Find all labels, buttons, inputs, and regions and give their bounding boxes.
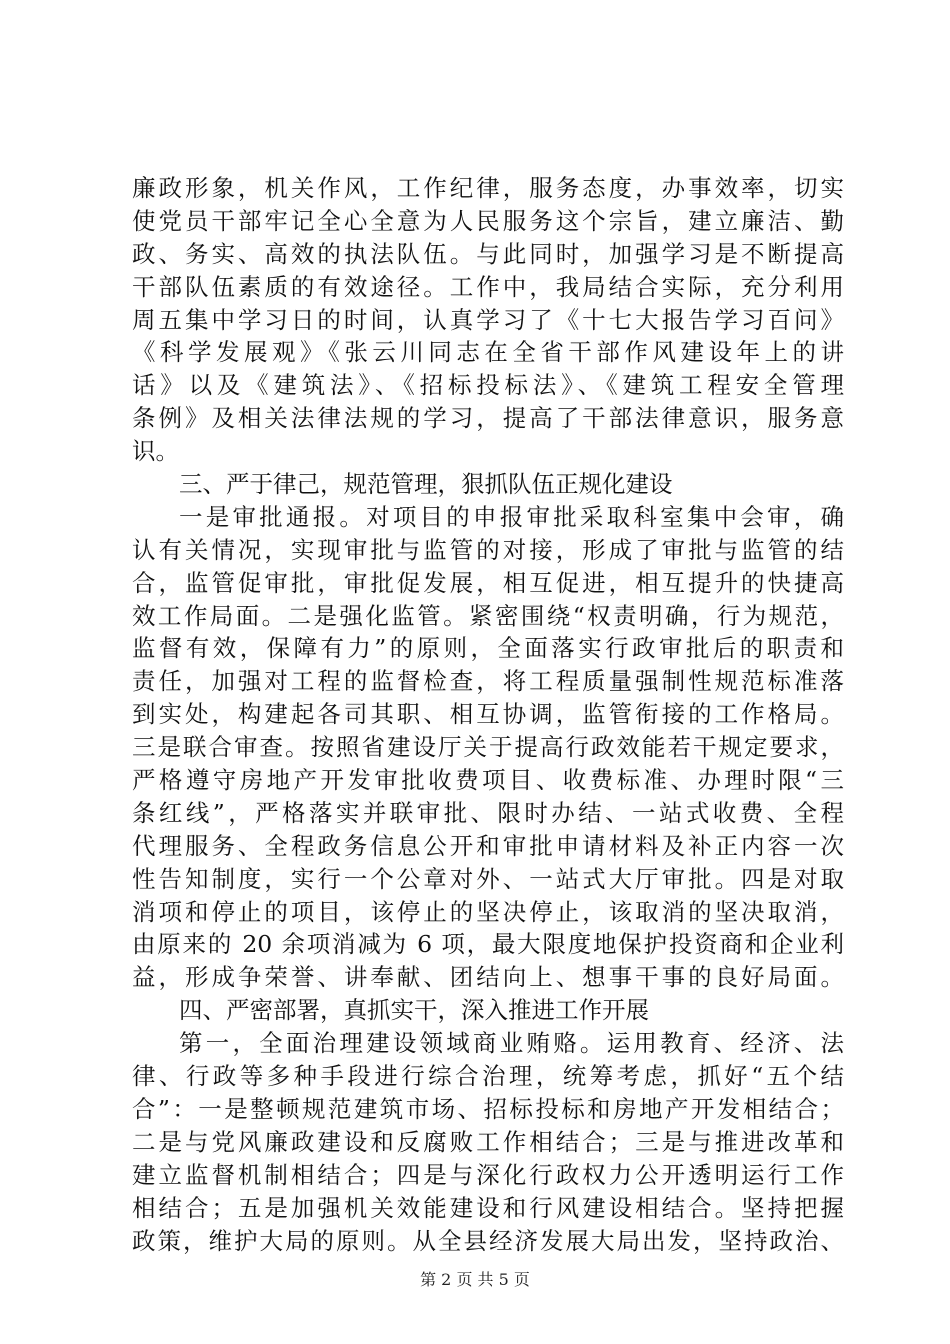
text-line: 条例》及相关法律法规的学习，提高了干部法律意识，服务意 — [132, 404, 844, 433]
text-line: 责任，加强对工程的监督检查，将工程质量强制性规范标准落 — [132, 667, 844, 696]
text-line: 《科学发展观》《张云川同志在全省干部作风建设年上的讲 — [132, 338, 844, 367]
text-line: 监督有效，保障有力”的原则，全面落实行政审批后的职责和 — [132, 634, 844, 663]
text-line: 干部队伍素质的有效途径。工作中，我局结合实际，充分利用 — [132, 272, 844, 301]
text-line: 建立监督机制相结合；四是与深化行政权力公开透明运行工作 — [132, 1160, 844, 1189]
text-line: 周五集中学习日的时间，认真学习了《十七大报告学习百问》 — [132, 305, 844, 334]
text-line: 条红线”，严格落实并联审批、限时办结、一站式收费、全程 — [132, 798, 844, 827]
text-line: 三、严于律己，规范管理，狠抓队伍正规化建设 — [179, 470, 673, 499]
text-line: 合，监管促审批，审批促发展，相互促进，相互提升的快捷高 — [132, 568, 844, 597]
text-line: 认有关情况，实现审批与监管的对接，形成了审批与监管的结 — [132, 535, 844, 564]
text-line: 代理服务、全程政务信息公开和审批申请材料及补正内容一次 — [132, 831, 844, 860]
text-line: 识。 — [132, 437, 179, 466]
text-line: 三是联合审查。按照省建设厅关于提高行政效能若干规定要求， — [132, 733, 844, 762]
text-line: 效工作局面。二是强化监管。紧密围绕“权责明确，行为规范， — [132, 601, 844, 630]
text-line: 一是审批通报。对项目的申报审批采取科室集中会审，确 — [179, 502, 844, 531]
text-line: 二是与党风廉政建设和反腐败工作相结合；三是与推进改革和 — [132, 1127, 844, 1156]
document-body — [132, 172, 844, 1257]
text-line: 四、严密部署，真抓实干，深入推进工作开展 — [179, 996, 649, 1025]
text-line: 益，形成争荣誉、讲奉献、团结向上、想事干事的良好局面。 — [132, 963, 844, 992]
text-line: 消项和停止的项目，该停止的坚决停止，该取消的坚决取消， — [132, 897, 844, 926]
page-number-footer: 第 2 页 共 5 页 — [420, 1270, 530, 1289]
text-line: 相结合；五是加强机关效能建设和行风建设相结合。坚持把握 — [132, 1193, 844, 1222]
text-line: 由原来的 20 余项消减为 6 项，最大限度地保护投资商和企业利 — [132, 930, 844, 959]
text-line: 廉政形象，机关作风，工作纪律，服务态度，办事效率，切实 — [132, 174, 844, 202]
text-line: 话》以及《建筑法》、《招标投标法》、《建筑工程安全管理 — [132, 371, 844, 400]
text-line: 政、务实、高效的执法队伍。与此同时，加强学习是不断提高 — [132, 239, 844, 268]
text-line: 第一，全面治理建设领域商业贿赂。运用教育、经济、法 — [179, 1029, 844, 1058]
text-line: 使党员干部牢记全心全意为人民服务这个宗旨，建立廉洁、勤 — [132, 206, 844, 235]
text-line: 合”：一是整顿规范建筑市场、招标投标和房地产开发相结合； — [132, 1094, 844, 1123]
text-line: 严格遵守房地产开发审批收费项目、收费标准、办理时限“三 — [132, 766, 844, 795]
text-line: 性告知制度，实行一个公章对外、一站式大厅审批。四是对取 — [132, 864, 844, 893]
text-line: 到实处，构建起各司其职、相互协调，监管衔接的工作格局。 — [132, 700, 844, 729]
text-line: 律、行政等多种手段进行综合治理，统筹考虑，抓好“五个结 — [132, 1062, 844, 1091]
text-line: 政策，维护大局的原则。从全县经济发展大局出发，坚持政治、 — [132, 1226, 844, 1255]
